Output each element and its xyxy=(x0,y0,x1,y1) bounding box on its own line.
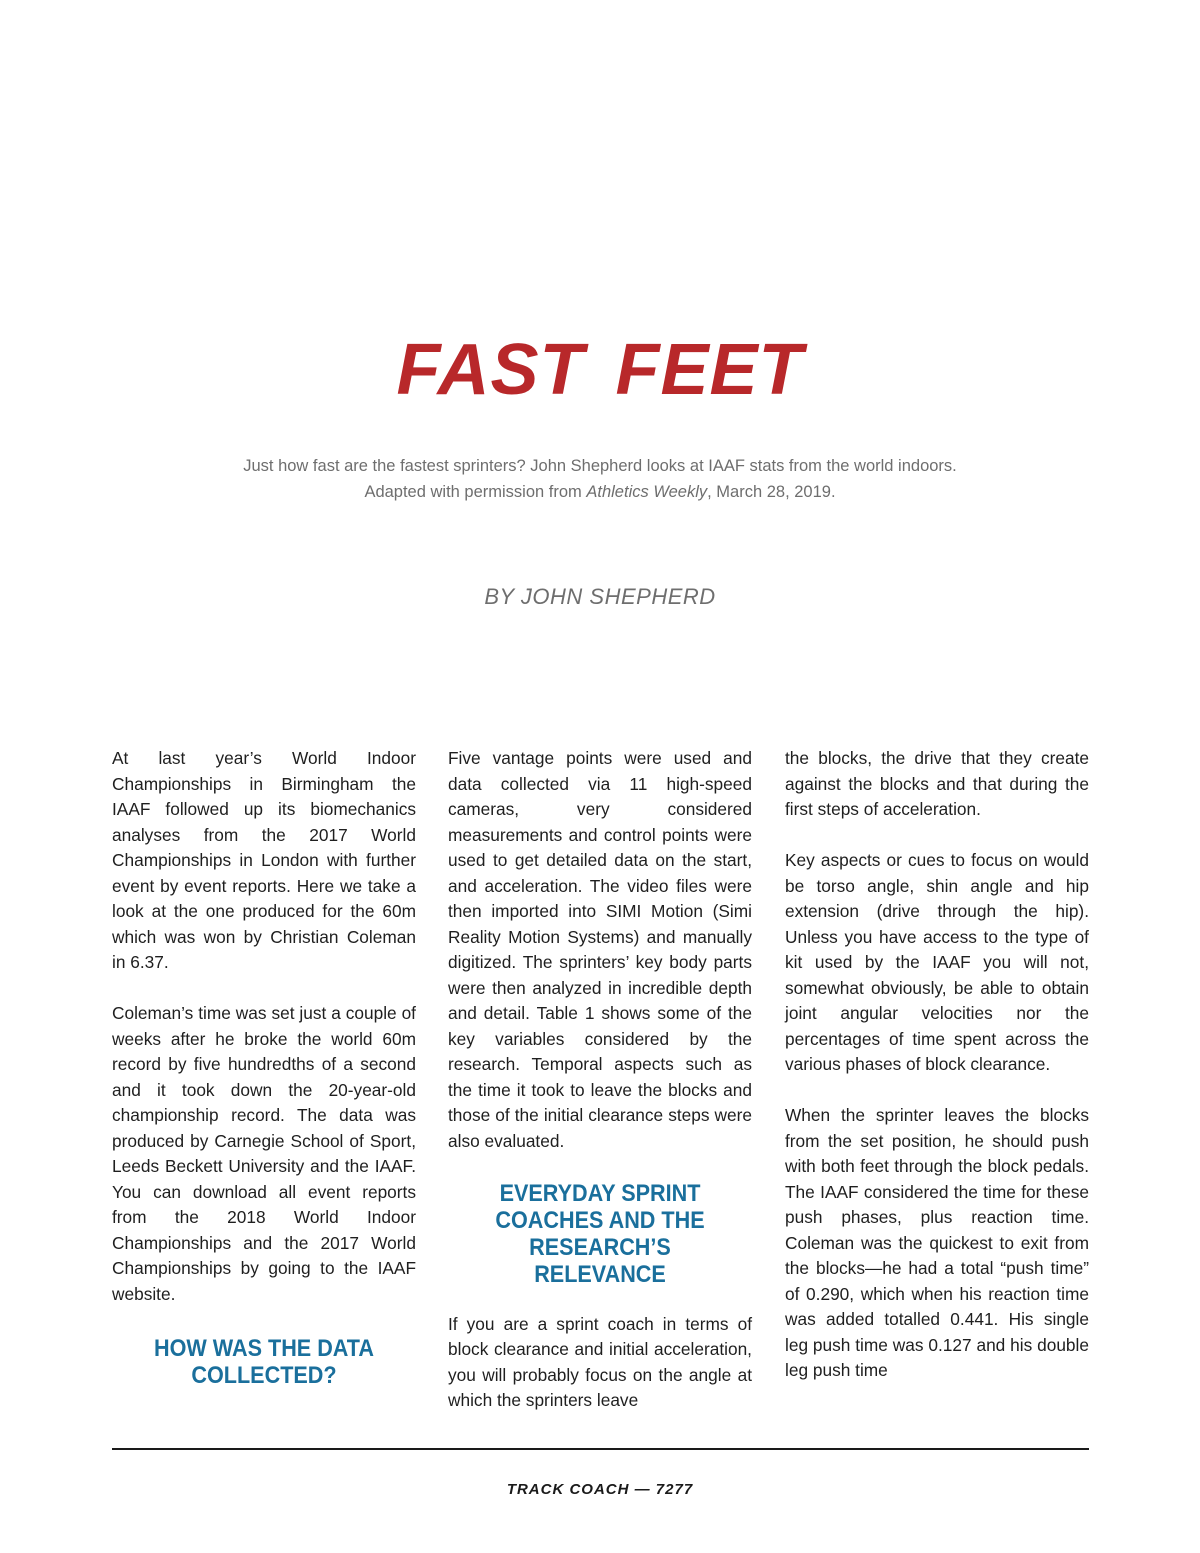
page-footer: TRACK COACH — 7277 xyxy=(506,1481,694,1498)
paragraph: If you are a sprint coach in terms of block clearance and initial acceleration, you will probably focus on the angle at which the sprinters leave xyxy=(448,1313,752,1410)
deck-text-end: , March 28, 2019. xyxy=(707,483,836,501)
column-3 xyxy=(785,746,1089,1384)
paragraph: At last year’s World Indoor Championships in Birmingham the IAAF followed up its biomechanics analyses from the 2017 World Championships in London with further event by event reports. Here we take a look at the one produced for the 60m which was won by Christian Coleman in 6.37. xyxy=(112,748,416,972)
byline: BY JOHN SHEPHERD xyxy=(484,584,716,609)
deck-publication: Athletics Weekly xyxy=(586,483,708,501)
subheading: EVERYDAY SPRINT COACHES AND THE RESEARCH’S RELEVANCE xyxy=(495,1179,705,1288)
paragraph: the blocks, the drive that they create against the blocks and that during the first steps of acceleration. xyxy=(785,748,1089,819)
column-2 xyxy=(448,746,752,1414)
deck-text: Just how fast are the fastest sprinters? John Shepherd looks at IAAF stats from the world indoors. Adapted with permission from xyxy=(243,457,957,501)
article-deck xyxy=(230,453,970,505)
page-title: FAST FEET xyxy=(396,330,804,411)
paragraph: Coleman’s time was set just a couple of weeks after he broke the world 60m record by five hundredths of a second and it took down the 20-year-old championship record. The data was produced by Carnegie School of Sport, Leeds Beckett University and the IAAF. You can download all event reports from the 2018 World Indoor Championships and the 2017 World Championships by going to the IAAF website. xyxy=(112,1003,416,1304)
column-1 xyxy=(112,746,416,1413)
paragraph: When the sprinter leaves the blocks from the set position, he should push with both feet through the block pedals. The IAAF considered the time for these push phases, plus reaction time. Coleman was the quickest to exit from the blocks—he had a total “push time” of 0.290, which when his reaction time was added totalled 0.441. His single leg push time was 0.127 and his double leg push time xyxy=(785,1105,1089,1380)
paragraph: Key aspects or cues to focus on would be torso angle, shin angle and hip extension (drive through the hip). Unless you have access to the type of kit used by the IAAF you will not, somewhat obviously, be able to obtain joint angular velocities nor the percentages of time spent across the various phases of block clearance. xyxy=(785,850,1089,1074)
subheading: HOW WAS THE DATA COLLECTED? xyxy=(154,1335,374,1389)
paragraph: Five vantage points were used and data collected via 11 high-speed cameras, very considered measurements and control points were used to get detailed data on the start, and acceleration. The video files were then imported into SIMI Motion (Simi Reality Motion Systems) and manually digitized. The sprinters’ key body parts were then analyzed in incredible depth and detail. Table 1 shows some of the key variables considered by the research. Temporal aspects such as the time it took to leave the blocks and those of the initial clearance steps were also evaluated. xyxy=(448,748,752,1151)
footer-divider xyxy=(112,1448,1089,1450)
